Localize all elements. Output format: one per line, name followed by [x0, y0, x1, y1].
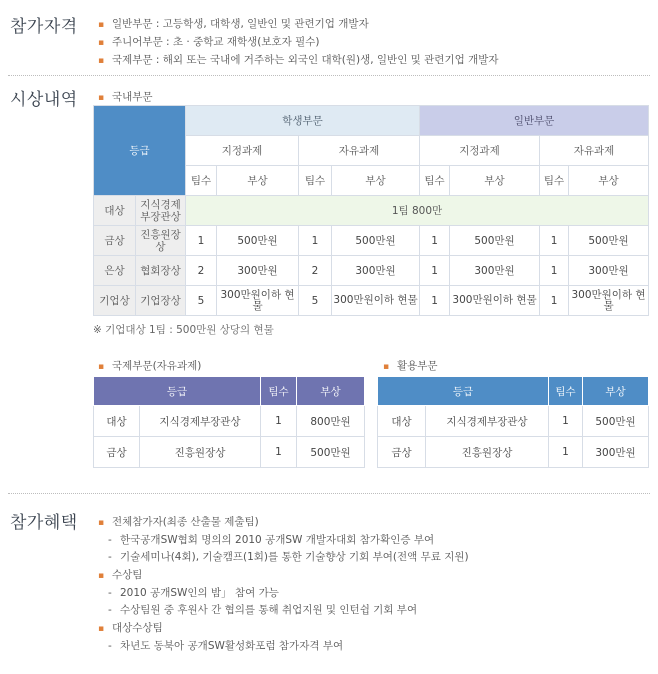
- teams-cell: 1: [540, 256, 569, 286]
- benefit-item: - 차년도 동북아 공개SW활성화포럼 참가자격 부여: [108, 640, 344, 652]
- util-label: ▪ 활용부문: [383, 360, 438, 372]
- prize-cell: 500만원: [217, 226, 299, 256]
- benefit-item: - 2010 공개SW인의 밤」 참여 가능: [108, 587, 279, 599]
- general-section-header: 일반부문: [420, 106, 649, 136]
- award-name-cell: 협회장상: [136, 256, 186, 286]
- bullet-icon: ▪: [98, 624, 105, 634]
- table-row: [94, 437, 365, 468]
- teams-cell: 1: [420, 256, 450, 286]
- bullet-icon: ▪: [98, 93, 105, 103]
- teams-cell: 1: [540, 226, 569, 256]
- award-name-cell: 지식경제부장관상: [136, 196, 186, 226]
- table-row: [94, 226, 649, 256]
- grade-cell: 금상: [94, 226, 136, 256]
- prize-cell: 500만원: [569, 226, 649, 256]
- prize-cell: 300만원이하 현물: [569, 286, 649, 316]
- teams-cell: 1: [540, 286, 569, 316]
- teams-header: 팀수: [540, 166, 569, 196]
- prize-cell: 500만원: [297, 437, 365, 468]
- award-name-cell: 기업장상: [136, 286, 186, 316]
- grade-header: 등급: [378, 377, 549, 406]
- grade-header: 등급: [94, 377, 261, 406]
- dash-icon: -: [108, 551, 112, 563]
- util-awards-table: [377, 376, 649, 468]
- teams-cell: 5: [299, 286, 332, 316]
- eligibility-item: ▪ 일반부문 : 고등학생, 대학생, 일반인 및 관련기업 개발자: [98, 18, 369, 30]
- prize-header: 부상: [450, 166, 540, 196]
- corporate-award-note: ※ 기업대상 1팀 : 500만원 상당의 현물: [93, 324, 274, 336]
- eligibility-title: 참가자격: [10, 17, 78, 37]
- domestic-awards-table: [93, 105, 649, 316]
- teams-cell: 2: [186, 256, 217, 286]
- teams-header: 팀수: [299, 166, 332, 196]
- prize-header: 부상: [297, 377, 365, 406]
- bullet-icon: ▪: [383, 362, 390, 372]
- grade-cell: 은상: [94, 256, 136, 286]
- award-name-cell: 진흥원장상: [426, 437, 549, 468]
- prize-cell: 300만원: [583, 437, 649, 468]
- prize-cell: 300만원: [332, 256, 420, 286]
- award-name-cell: 지식경제부장관상: [140, 406, 261, 437]
- prize-cell: 500만원: [332, 226, 420, 256]
- teams-cell: 1: [549, 437, 583, 468]
- designated-task-header: 지정과제: [186, 136, 299, 166]
- prize-header: 부상: [569, 166, 649, 196]
- prize-cell: 500만원: [450, 226, 540, 256]
- free-task-header: 자유과제: [540, 136, 649, 166]
- award-name-cell: 진흥원장상: [140, 437, 261, 468]
- grade-cell: 금상: [378, 437, 426, 468]
- student-section-header: 학생부문: [186, 106, 420, 136]
- prize-header: 부상: [332, 166, 420, 196]
- teams-cell: 1: [420, 286, 450, 316]
- table-row: [94, 406, 365, 437]
- section-divider: [8, 75, 650, 76]
- prize-cell: 300만원: [569, 256, 649, 286]
- teams-cell: 1: [549, 406, 583, 437]
- bullet-icon: ▪: [98, 571, 105, 581]
- eligibility-item: ▪ 주니어부문 : 초 · 중학교 재학생(보호자 필수): [98, 36, 320, 48]
- table-row: [94, 286, 649, 316]
- awards-title: 시상내역: [10, 90, 78, 110]
- section-divider: [8, 493, 650, 494]
- table-row: [378, 406, 649, 437]
- table-row: [94, 256, 649, 286]
- teams-header: 팀수: [261, 377, 297, 406]
- grade-cell: 기업상: [94, 286, 136, 316]
- dash-icon: -: [108, 604, 112, 616]
- prize-cell: 300만원: [450, 256, 540, 286]
- prize-header: 부상: [217, 166, 299, 196]
- grade-cell: 대상: [94, 196, 136, 226]
- prize-cell: 500만원: [583, 406, 649, 437]
- award-name-cell: 지식경제부장관상: [426, 406, 549, 437]
- benefit-group-label: ▪ 전체참가자(최종 산출물 제출팀): [98, 516, 259, 528]
- benefits-title: 참가혜택: [10, 513, 78, 533]
- intl-awards-table: [93, 376, 365, 468]
- teams-cell: 1: [261, 406, 297, 437]
- award-name-cell: 진흥원장상: [136, 226, 186, 256]
- domestic-label: ▪ 국내부문: [98, 91, 153, 103]
- bullet-icon: ▪: [98, 362, 105, 372]
- dash-icon: -: [108, 534, 112, 546]
- eligibility-item: ▪ 국제부문 : 해외 또는 국내에 거주하는 외국인 대학(원)생, 일반인 및 관련기업 개발자: [98, 54, 499, 66]
- teams-header: 팀수: [549, 377, 583, 406]
- bullet-icon: ▪: [98, 56, 105, 66]
- teams-cell: 1: [299, 226, 332, 256]
- prize-cell: 300만원: [217, 256, 299, 286]
- free-task-header: 자유과제: [299, 136, 420, 166]
- teams-cell: 1: [261, 437, 297, 468]
- teams-cell: 1: [186, 226, 217, 256]
- prize-cell: 300만원이하 현물: [217, 286, 299, 316]
- prize-header: 부상: [583, 377, 649, 406]
- bullet-icon: ▪: [98, 38, 105, 48]
- teams-header: 팀수: [420, 166, 450, 196]
- grade-header: 등급: [94, 106, 186, 196]
- teams-cell: 5: [186, 286, 217, 316]
- intl-label: ▪ 국제부문(자유과제): [98, 360, 202, 372]
- grade-cell: 대상: [94, 406, 140, 437]
- dash-icon: -: [108, 640, 112, 652]
- benefit-item: - 한국공개SW협회 명의의 2010 공개SW 개발자대회 참가확인증 부여: [108, 534, 435, 546]
- grade-cell: 금상: [94, 437, 140, 468]
- benefit-item: - 기술세미나(4회), 기술캠프(1회)를 통한 기술향상 기회 부여(전액 무료 지원): [108, 551, 469, 563]
- designated-task-header: 지정과제: [420, 136, 540, 166]
- teams-cell: 1: [420, 226, 450, 256]
- prize-cell: 300만원이하 현물: [450, 286, 540, 316]
- benefit-group-label: ▪ 대상수상팀: [98, 622, 163, 634]
- prize-cell: 300만원이하 현물: [332, 286, 420, 316]
- table-row: [378, 437, 649, 468]
- prize-cell: 800만원: [297, 406, 365, 437]
- teams-header: 팀수: [186, 166, 217, 196]
- bullet-icon: ▪: [98, 20, 105, 30]
- benefit-item: - 수상팀원 중 후원사 간 협의를 통해 취업지원 및 인턴쉽 기회 부여: [108, 604, 418, 616]
- teams-cell: 2: [299, 256, 332, 286]
- bullet-icon: ▪: [98, 518, 105, 528]
- grade-cell: 대상: [378, 406, 426, 437]
- benefit-group-label: ▪ 수상팀: [98, 569, 143, 581]
- dash-icon: -: [108, 587, 112, 599]
- table-row: [94, 196, 649, 226]
- grand-prize-cell: 1팀 800만: [186, 196, 649, 226]
